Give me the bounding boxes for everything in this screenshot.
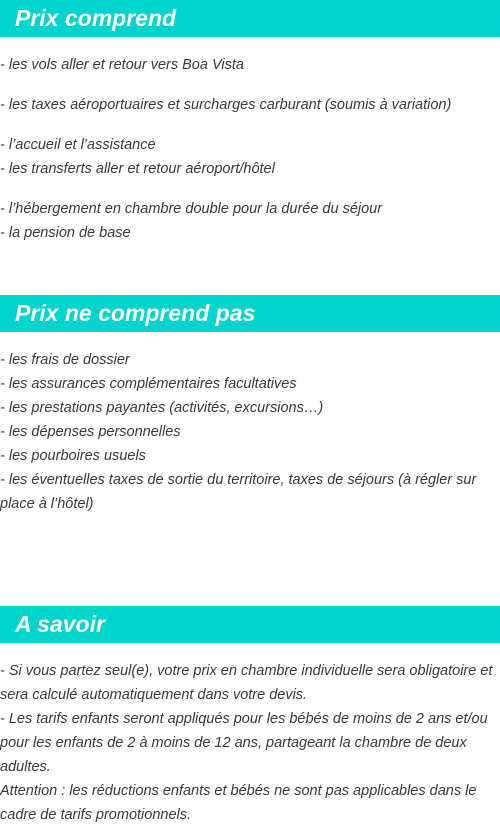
section-prix-comprend	[0, 0, 500, 245]
section-body	[0, 53, 500, 245]
list-item: - les dépenses personnelles	[0, 424, 181, 440]
list-item: - les assurances complémentaires facultatives	[0, 376, 297, 392]
list-item: - les taxes aéroportuaires et surcharges carburant (soumis à variation)	[0, 97, 452, 113]
list-item: - les transferts aller et retour aéroport/hôtel	[0, 161, 275, 177]
section-title: A savoir	[15, 611, 105, 637]
list-item: - les frais de dossier	[0, 352, 130, 368]
list-item: - Si vous partez seul(e), votre prix en chambre individuelle sera obligatoire et sera calculé automatiquement dans votre devis.	[0, 663, 493, 703]
list-item: - les pourboires usuels	[0, 448, 146, 464]
list-item: - Les tarifs enfants seront appliqués pour les bébés de moins de 2 ans et/ou pour les enfants de 2 à moins de 12 ans, partageant la chambre de deux adultes.	[0, 711, 488, 775]
section-banner	[0, 295, 500, 332]
list-item: - la pension de base	[0, 225, 131, 241]
section-prix-ne-comprend-pas	[0, 295, 500, 516]
section-banner	[0, 606, 500, 643]
list-item: - les vols aller et retour vers Boa Vista	[0, 57, 244, 73]
section-body	[0, 659, 500, 827]
section-banner	[0, 0, 500, 37]
section-title: Prix comprend	[15, 5, 177, 31]
list-item: - l’accueil et l’assistance	[0, 137, 156, 153]
section-title: Prix ne comprend pas	[15, 300, 256, 326]
section-a-savoir	[0, 606, 500, 827]
section-body	[0, 348, 500, 516]
list-item: - l’hébergement en chambre double pour la durée du séjour	[0, 201, 383, 217]
list-item: Attention : les réductions enfants et bébés ne sont pas applicables dans le cadre de tarifs promotionnels.	[0, 783, 477, 823]
list-item: - les prestations payantes (activités, excursions…)	[0, 400, 324, 416]
list-item: - les éventuelles taxes de sortie du territoire, taxes de séjours (à régler sur place à l’hôtel)	[0, 472, 477, 512]
